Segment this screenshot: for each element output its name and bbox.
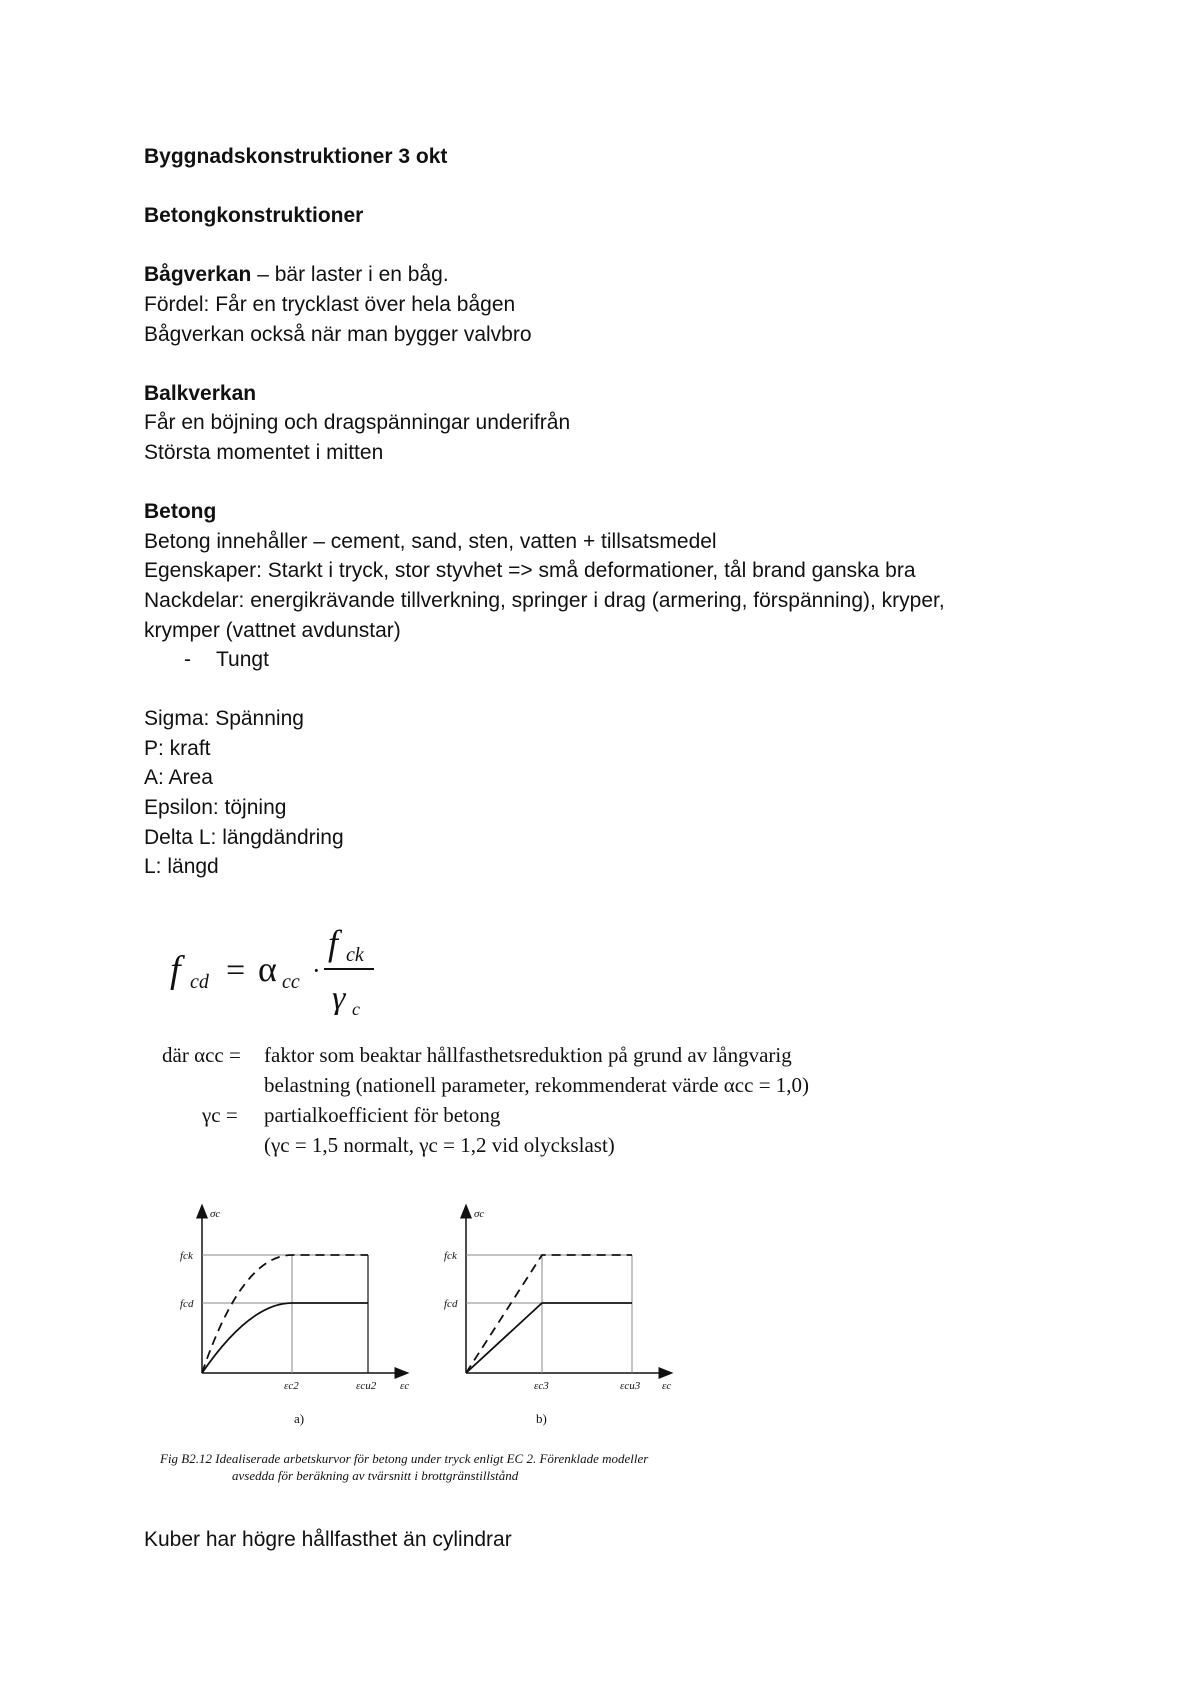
bullet-item: - Tungt bbox=[184, 648, 269, 672]
graph-a-eps1-label: εc2 bbox=[284, 1380, 299, 1392]
formula-lhs-sub: cd bbox=[190, 971, 209, 993]
formula-lhs-f: f bbox=[170, 949, 181, 991]
graph-a-fck-label: fck bbox=[180, 1250, 193, 1262]
betong-line: Nackdelar: energikrävande tillverkning, springer i drag (armering, förspänning), kryper, bbox=[144, 588, 945, 612]
figure-caption-line: Fig B2.12 Idealiserade arbetskurvor för betong under tryck enligt EC 2. Förenklade modeller bbox=[160, 1451, 649, 1466]
bagverkan-line: Fördel: Får en trycklast över hela bågen bbox=[144, 292, 516, 316]
graph-b-y-label: σc bbox=[474, 1208, 485, 1220]
graph-b-x-label: εc bbox=[662, 1380, 672, 1392]
symbol-line: L: längd bbox=[144, 855, 219, 879]
graph-a bbox=[180, 1208, 409, 1426]
document-page: Byggnadskonstruktioner 3 okt Betongkonstruktioner Bågverkan – bär laster i en båg. Fördel: Får en trycklast över hela bågen Bågverkan också när man bygger valvbro Balkverkan Får en böjning och dragspänningar underifrån Största momentet i mitten Betong Betong innehåller – cement, sand, sten, vatten + tillsatsmedel Egenskaper: Starkt i tryck, stor styvhet => små deformationer, tål brand ganska bra Nackdelar: energikrävande tillverkning, springer i drag (armering, förspänning), kryper, krymper (vattnet avdunstar) - Tungt Sigma: Spänning P: kraft A: Area Epsilon: töjning Delta L: längdändring L: längd f cd = α cc · f ck γ c där αcc = faktor som beaktar hållfasthetsreduktion på grund av långvarig belastning (nationell parameter, rekommenderat värde αcc = 1,0) γc = partialkoefficient för betong (γc = 1,5 normalt, γc = 1,2 vid olyckslast) σc fck fcd εc2 εcu2 εc a) σc fck fcd εc3 εcu3 εc b) Fig B2.12 Idealiserade arbetskurvor för betong under tryck enligt EC 2. Förenklade modeller avsedda för beräkning av tvärsnitt i brottgränstillstånd Kuber har högre hållfasthet än cylindrar bbox=[0, 0, 1200, 1698]
balkverkan-heading: Balkverkan bbox=[144, 381, 257, 405]
graph-a-eps2-label: εcu2 bbox=[356, 1380, 377, 1392]
betong-heading: Betong bbox=[144, 500, 217, 524]
symbol-line: Delta L: längdändring bbox=[144, 825, 344, 849]
formula-alpha-sub: cc bbox=[282, 971, 300, 993]
formula-alpha: α bbox=[258, 949, 277, 989]
graph-a-fcd-label: fcd bbox=[180, 1298, 194, 1310]
bagverkan-line: Bågverkan också när man bygger valvbro bbox=[144, 322, 532, 346]
graph-b-fcd-label: fcd bbox=[444, 1298, 458, 1310]
balkverkan-line: Får en böjning och dragspänningar underifrån bbox=[144, 411, 571, 435]
closing-note: Kuber har högre hållfasthet än cylindrar bbox=[144, 1528, 512, 1551]
graph-a-dashed-curve bbox=[202, 1255, 368, 1373]
graph-b-eps1-label: εc3 bbox=[534, 1380, 549, 1392]
figure-caption bbox=[160, 1450, 648, 1484]
formula-num-sub: ck bbox=[346, 944, 364, 966]
betong-line: Betong innehåller – cement, sand, sten, vatten + tillsatsmedel bbox=[144, 529, 717, 553]
balkverkan-line: Största momentet i mitten bbox=[144, 440, 384, 464]
graph-a-y-label: σc bbox=[210, 1208, 221, 1220]
bagverkan-heading: Bågverkan – bär laster i en båg. bbox=[144, 263, 449, 287]
symbol-line: Sigma: Spänning bbox=[144, 707, 304, 731]
betong-line: Egenskaper: Starkt i tryck, stor styvhet => små deformationer, tål brand ganska bra bbox=[144, 559, 916, 583]
betong-line: krymper (vattnet avdunstar) bbox=[144, 618, 401, 642]
graph-a-x-label: εc bbox=[400, 1380, 410, 1392]
formula-equals: = bbox=[226, 952, 246, 989]
design-strength-formula bbox=[168, 925, 468, 1015]
stress-strain-diagrams bbox=[160, 1195, 700, 1440]
graph-b bbox=[444, 1208, 671, 1426]
symbol-line: Epsilon: töjning bbox=[144, 796, 287, 820]
symbol-line: A: Area bbox=[144, 766, 213, 790]
graph-b-eps2-label: εcu3 bbox=[620, 1380, 641, 1392]
formula-den-gamma: γ bbox=[332, 980, 346, 1015]
graph-a-caption: a) bbox=[294, 1411, 305, 1426]
symbol-line: P: kraft bbox=[144, 736, 211, 760]
document-title: Byggnadskonstruktioner 3 okt bbox=[144, 145, 448, 168]
figure-caption-line: avsedda för beräkning av tvärsnitt i brottgränstillstånd bbox=[232, 1468, 519, 1483]
formula-dot: · bbox=[312, 956, 321, 985]
graph-b-caption: b) bbox=[536, 1411, 547, 1426]
notes-text bbox=[144, 142, 1044, 882]
formula-den-sub: c bbox=[352, 999, 360, 1015]
graph-b-dashed-curve bbox=[466, 1255, 632, 1373]
section-title: Betongkonstruktioner bbox=[144, 204, 364, 228]
formula-num-f: f bbox=[328, 925, 339, 963]
graph-b-solid-curve bbox=[466, 1303, 632, 1373]
graph-b-fck-label: fck bbox=[444, 1250, 457, 1262]
